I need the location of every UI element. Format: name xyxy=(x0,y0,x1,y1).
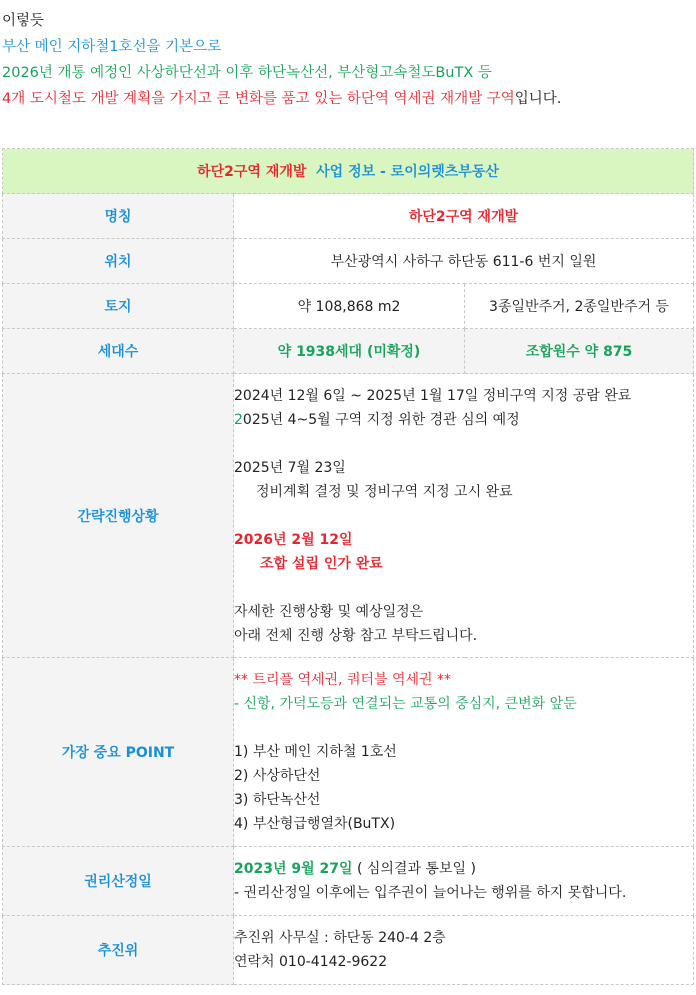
table-row-progress xyxy=(3,374,694,658)
point-line-2: - 신항, 가덕도등과 연결되는 교통의 중심지, 큰변화 앞둔 xyxy=(234,696,577,712)
intro-text xyxy=(2,8,561,112)
committee-office: 추진위 사무실 : 하단동 240-4 2층 xyxy=(234,930,446,946)
progress-line-7: 자세한 진행상황 및 예상일정은 xyxy=(234,603,424,620)
progress-line-5: 2026년 2월 12일 xyxy=(234,531,353,548)
committee-contact: 연락처 010-4142-9622 xyxy=(234,954,388,970)
label-progress: 간략진행상황 xyxy=(3,374,234,658)
progress-line-3: 2025년 7월 23일 xyxy=(234,459,346,476)
label-households: 세대수 xyxy=(3,329,234,374)
progress-line-2-rest: 025년 4~5월 구역 지정 위한 경관 심의 예정 xyxy=(242,411,520,428)
table-title-row xyxy=(3,149,694,194)
progress-line-6: 조합 설립 인가 완료 xyxy=(260,555,383,572)
intro-line-4-highlight: 4개 도시철도 개발 계획을 가지고 큰 변화를 품고 있는 하단역 역세권 재개발 구역 xyxy=(2,91,515,107)
table-title xyxy=(3,149,694,194)
label-location: 위치 xyxy=(3,239,234,284)
intro-line-4 xyxy=(2,86,561,112)
rights-date-line xyxy=(234,857,693,881)
table-title-info: 사업 정보 - 로이의렛츠부동산 xyxy=(316,164,499,180)
intro-line-4-tail: 입니다. xyxy=(514,91,562,107)
point-item-4: 4) 부산형급행열차(BuTX) xyxy=(234,816,396,832)
spacer xyxy=(234,576,693,600)
value-land-zoning: 3종일반주거, 2종일반주거 등 xyxy=(465,284,694,329)
spacer xyxy=(234,432,693,456)
label-committee: 추진위 xyxy=(3,916,234,985)
table-row-name xyxy=(3,194,694,239)
table-row-location xyxy=(3,239,694,284)
intro-line-3: 2026년 개통 예정인 사상하단선과 이후 하단녹산선, 부산형고속철도BuTX 등 xyxy=(2,65,492,81)
value-households: 약 1938세대 (미확정) xyxy=(234,329,465,374)
value-rights xyxy=(234,847,694,916)
project-info-table xyxy=(2,148,694,985)
value-point xyxy=(234,658,694,847)
spacer xyxy=(234,716,693,740)
value-progress xyxy=(234,374,694,658)
point-item-2: 2) 사상하단선 xyxy=(234,768,321,784)
table-row-land xyxy=(3,284,694,329)
value-location: 부산광역시 사하구 하단동 611-6 번지 일원 xyxy=(234,239,694,284)
table-row-households xyxy=(3,329,694,374)
value-name: 하단2구역 재개발 xyxy=(234,194,694,239)
value-land-area: 약 108,868 m2 xyxy=(234,284,465,329)
label-land: 토지 xyxy=(3,284,234,329)
rights-note: - 권리산정일 이후에는 입주권이 늘어나는 행위를 하지 못합니다. xyxy=(234,885,627,901)
table-title-project: 하단2구역 재개발 xyxy=(197,164,307,180)
label-name: 명칭 xyxy=(3,194,234,239)
label-point: 가장 중요 POINT xyxy=(3,658,234,847)
rights-date-note: ( 심의결과 통보일 ) xyxy=(352,861,476,877)
value-committee xyxy=(234,916,694,985)
label-rights: 권리산정일 xyxy=(3,847,234,916)
progress-line-4: 정비계획 결정 및 정비구역 지정 고시 완료 xyxy=(256,483,513,500)
progress-line-2-highlight: 2 xyxy=(234,411,243,428)
point-item-1: 1) 부산 메인 지하철 1호선 xyxy=(234,744,397,760)
intro-line-2: 부산 메인 지하철1호선을 기본으로 xyxy=(2,39,222,55)
value-members: 조합원수 약 875 xyxy=(465,329,694,374)
point-item-3: 3) 하단녹산선 xyxy=(234,792,321,808)
point-line-1: ** 트리플 역세권, 쿼터블 역세권 ** xyxy=(234,672,451,688)
table-row-point xyxy=(3,658,694,847)
rights-date: 2023년 9월 27일 xyxy=(234,861,353,877)
progress-line-2 xyxy=(234,408,693,432)
intro-line-1: 이렇듯 xyxy=(2,13,45,29)
table-row-committee xyxy=(3,916,694,985)
spacer xyxy=(234,504,693,528)
table-row-rights xyxy=(3,847,694,916)
progress-line-8: 아래 전체 진행 상황 참고 부탁드립니다. xyxy=(234,627,478,644)
progress-line-1: 2024년 12월 6일 ~ 2025년 1월 17일 정비구역 지정 공람 완료 xyxy=(234,387,632,404)
